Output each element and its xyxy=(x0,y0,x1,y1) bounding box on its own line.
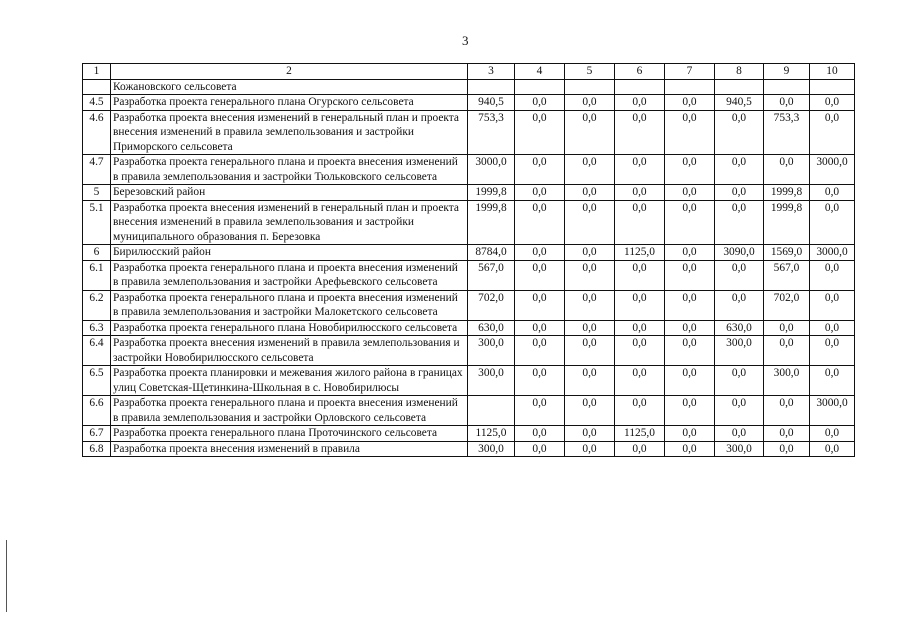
value-cell: 0,0 xyxy=(565,426,615,442)
value-cell: 1569,0 xyxy=(764,245,810,261)
value-cell: 0,0 xyxy=(515,366,565,396)
value-cell: 1125,0 xyxy=(615,245,665,261)
value-cell: 0,0 xyxy=(565,336,615,366)
table-row xyxy=(83,200,855,245)
value-cell: 300,0 xyxy=(715,441,764,457)
table-row xyxy=(83,95,855,111)
value-cell: 0,0 xyxy=(715,426,764,442)
row-number: 6.8 xyxy=(83,441,111,457)
row-description: Разработка проекта генерального плана и проекта внесения изменений в правила землепользования и застройки Орловского сельсовета xyxy=(111,396,468,426)
value-cell: 0,0 xyxy=(810,185,855,201)
value-cell: 0,0 xyxy=(515,185,565,201)
table-row xyxy=(83,110,855,155)
row-number xyxy=(83,79,111,95)
row-description: Разработка проекта генерального плана и проекта внесения изменений в правила землепользования и застройки Малокетского сельсовета xyxy=(111,290,468,320)
header-cell: 10 xyxy=(810,64,855,80)
value-cell: 0,0 xyxy=(565,320,615,336)
row-number: 4.7 xyxy=(83,155,111,185)
value-cell: 0,0 xyxy=(515,95,565,111)
value-cell: 0,0 xyxy=(810,441,855,457)
value-cell: 0,0 xyxy=(565,95,615,111)
value-cell: 0,0 xyxy=(810,290,855,320)
value-cell: 0,0 xyxy=(515,336,565,366)
value-cell: 300,0 xyxy=(468,441,515,457)
value-cell: 8784,0 xyxy=(468,245,515,261)
row-number: 6.5 xyxy=(83,366,111,396)
value-cell: 0,0 xyxy=(810,200,855,245)
margin-line xyxy=(6,540,7,612)
value-cell: 0,0 xyxy=(565,200,615,245)
table-row xyxy=(83,366,855,396)
value-cell: 1125,0 xyxy=(615,426,665,442)
table-row xyxy=(83,396,855,426)
value-cell xyxy=(715,79,764,95)
header-cell: 6 xyxy=(615,64,665,80)
value-cell: 1999,8 xyxy=(764,185,810,201)
header-row xyxy=(83,64,855,80)
value-cell: 0,0 xyxy=(615,110,665,155)
header-cell: 9 xyxy=(764,64,810,80)
value-cell: 300,0 xyxy=(715,336,764,366)
value-cell: 3000,0 xyxy=(810,396,855,426)
row-number: 4.6 xyxy=(83,110,111,155)
row-number: 5.1 xyxy=(83,200,111,245)
value-cell: 0,0 xyxy=(665,260,715,290)
header-cell: 7 xyxy=(665,64,715,80)
value-cell: 0,0 xyxy=(515,396,565,426)
value-cell: 0,0 xyxy=(515,320,565,336)
value-cell: 0,0 xyxy=(810,320,855,336)
value-cell: 0,0 xyxy=(665,185,715,201)
value-cell: 753,3 xyxy=(764,110,810,155)
value-cell: 0,0 xyxy=(715,110,764,155)
value-cell: 1999,8 xyxy=(468,185,515,201)
value-cell: 0,0 xyxy=(615,441,665,457)
value-cell: 0,0 xyxy=(615,290,665,320)
value-cell: 0,0 xyxy=(565,290,615,320)
value-cell: 1999,8 xyxy=(764,200,810,245)
table-row xyxy=(83,260,855,290)
value-cell: 3000,0 xyxy=(810,155,855,185)
value-cell: 0,0 xyxy=(764,426,810,442)
value-cell: 0,0 xyxy=(665,155,715,185)
value-cell: 0,0 xyxy=(615,396,665,426)
value-cell: 0,0 xyxy=(715,185,764,201)
value-cell: 0,0 xyxy=(810,366,855,396)
value-cell: 300,0 xyxy=(468,336,515,366)
value-cell: 0,0 xyxy=(615,260,665,290)
row-description: Кожановского сельсовета xyxy=(111,79,468,95)
value-cell: 0,0 xyxy=(515,245,565,261)
row-number: 6 xyxy=(83,245,111,261)
value-cell: 0,0 xyxy=(515,155,565,185)
value-cell: 0,0 xyxy=(764,155,810,185)
value-cell xyxy=(468,396,515,426)
header-cell: 5 xyxy=(565,64,615,80)
value-cell: 0,0 xyxy=(565,110,615,155)
value-cell: 0,0 xyxy=(810,110,855,155)
value-cell: 0,0 xyxy=(665,426,715,442)
value-cell: 1125,0 xyxy=(468,426,515,442)
row-description: Разработка проекта генерального плана Проточинского сельсовета xyxy=(111,426,468,442)
value-cell: 1999,8 xyxy=(468,200,515,245)
value-cell: 0,0 xyxy=(515,260,565,290)
value-cell: 0,0 xyxy=(715,200,764,245)
value-cell: 0,0 xyxy=(665,396,715,426)
value-cell: 0,0 xyxy=(565,185,615,201)
table-row xyxy=(83,441,855,457)
header-cell: 2 xyxy=(111,64,468,80)
value-cell: 0,0 xyxy=(715,396,764,426)
row-description: Разработка проекта внесения изменений в генеральный план и проекта внесения изменений в правила землепользования и застройки муниципального образования п. Березовка xyxy=(111,200,468,245)
value-cell: 0,0 xyxy=(810,95,855,111)
row-description: Разработка проекта планировки и межевания жилого района в границах улиц Советская-Щетинкина-Школьная в с. Новобирилюсы xyxy=(111,366,468,396)
value-cell: 567,0 xyxy=(764,260,810,290)
value-cell: 0,0 xyxy=(565,396,615,426)
value-cell: 0,0 xyxy=(565,366,615,396)
value-cell: 630,0 xyxy=(715,320,764,336)
value-cell: 630,0 xyxy=(468,320,515,336)
value-cell: 0,0 xyxy=(515,110,565,155)
value-cell: 0,0 xyxy=(665,245,715,261)
row-number: 6.4 xyxy=(83,336,111,366)
value-cell: 300,0 xyxy=(764,366,810,396)
value-cell: 0,0 xyxy=(515,426,565,442)
value-cell: 0,0 xyxy=(810,260,855,290)
value-cell: 0,0 xyxy=(615,95,665,111)
value-cell: 0,0 xyxy=(715,366,764,396)
row-number: 4.5 xyxy=(83,95,111,111)
value-cell: 0,0 xyxy=(615,366,665,396)
row-description: Разработка проекта внесения изменений в правила xyxy=(111,441,468,457)
table-body xyxy=(83,64,855,457)
value-cell: 0,0 xyxy=(515,290,565,320)
value-cell xyxy=(764,79,810,95)
value-cell: 940,5 xyxy=(715,95,764,111)
budget-table xyxy=(82,63,855,457)
value-cell: 702,0 xyxy=(468,290,515,320)
header-cell: 1 xyxy=(83,64,111,80)
table-row xyxy=(83,336,855,366)
value-cell: 0,0 xyxy=(665,110,715,155)
value-cell xyxy=(468,79,515,95)
value-cell: 940,5 xyxy=(468,95,515,111)
table-row xyxy=(83,185,855,201)
row-description: Бирилюсский район xyxy=(111,245,468,261)
row-number: 6.3 xyxy=(83,320,111,336)
value-cell: 0,0 xyxy=(615,185,665,201)
value-cell: 300,0 xyxy=(468,366,515,396)
table-row xyxy=(83,245,855,261)
table-row xyxy=(83,426,855,442)
value-cell: 0,0 xyxy=(515,441,565,457)
value-cell: 0,0 xyxy=(615,155,665,185)
value-cell: 0,0 xyxy=(615,336,665,366)
table-row xyxy=(83,79,855,95)
value-cell: 753,3 xyxy=(468,110,515,155)
value-cell xyxy=(615,79,665,95)
value-cell: 0,0 xyxy=(615,320,665,336)
value-cell xyxy=(565,79,615,95)
value-cell: 0,0 xyxy=(565,155,615,185)
row-number: 6.1 xyxy=(83,260,111,290)
table-row xyxy=(83,320,855,336)
value-cell: 0,0 xyxy=(665,290,715,320)
value-cell: 0,0 xyxy=(715,290,764,320)
row-description: Разработка проекта генерального плана и проекта внесения изменений в правила землепользования и застройки Тюльковского сельсовета xyxy=(111,155,468,185)
value-cell: 567,0 xyxy=(468,260,515,290)
header-cell: 3 xyxy=(468,64,515,80)
row-description: Разработка проекта генерального плана Огурского сельсовета xyxy=(111,95,468,111)
header-cell: 4 xyxy=(515,64,565,80)
header-cell: 8 xyxy=(715,64,764,80)
row-number: 6.2 xyxy=(83,290,111,320)
value-cell: 0,0 xyxy=(565,245,615,261)
row-description: Разработка проекта внесения изменений в генеральный план и проекта внесения изменений в правила землепользования и застройки Приморского сельсовета xyxy=(111,110,468,155)
table-row xyxy=(83,155,855,185)
row-number: 6.6 xyxy=(83,396,111,426)
value-cell: 702,0 xyxy=(764,290,810,320)
row-description: Разработка проекта генерального плана и проекта внесения изменений в правила землепользования и застройки Арефьевского сельсовета xyxy=(111,260,468,290)
value-cell: 0,0 xyxy=(764,95,810,111)
value-cell: 0,0 xyxy=(565,441,615,457)
value-cell: 0,0 xyxy=(665,441,715,457)
value-cell: 0,0 xyxy=(764,336,810,366)
value-cell: 3090,0 xyxy=(715,245,764,261)
page-number: 3 xyxy=(462,33,469,48)
table-row xyxy=(83,290,855,320)
value-cell: 0,0 xyxy=(615,200,665,245)
value-cell: 0,0 xyxy=(810,336,855,366)
value-cell: 0,0 xyxy=(764,441,810,457)
value-cell: 0,0 xyxy=(665,336,715,366)
value-cell: 0,0 xyxy=(565,260,615,290)
value-cell: 0,0 xyxy=(715,260,764,290)
value-cell: 0,0 xyxy=(665,320,715,336)
value-cell xyxy=(665,79,715,95)
value-cell: 0,0 xyxy=(665,366,715,396)
value-cell: 0,0 xyxy=(715,155,764,185)
value-cell: 0,0 xyxy=(810,426,855,442)
row-number: 5 xyxy=(83,185,111,201)
row-description: Разработка проекта генерального плана Новобирилюсского сельсовета xyxy=(111,320,468,336)
value-cell: 3000,0 xyxy=(810,245,855,261)
value-cell: 0,0 xyxy=(665,95,715,111)
value-cell: 3000,0 xyxy=(468,155,515,185)
row-description: Разработка проекта внесения изменений в правила землепользования и застройки Новобирилюсского сельсовета xyxy=(111,336,468,366)
value-cell: 0,0 xyxy=(764,320,810,336)
value-cell: 0,0 xyxy=(515,200,565,245)
row-description: Березовский район xyxy=(111,185,468,201)
value-cell xyxy=(515,79,565,95)
value-cell xyxy=(810,79,855,95)
value-cell: 0,0 xyxy=(665,200,715,245)
row-number: 6.7 xyxy=(83,426,111,442)
value-cell: 0,0 xyxy=(764,396,810,426)
